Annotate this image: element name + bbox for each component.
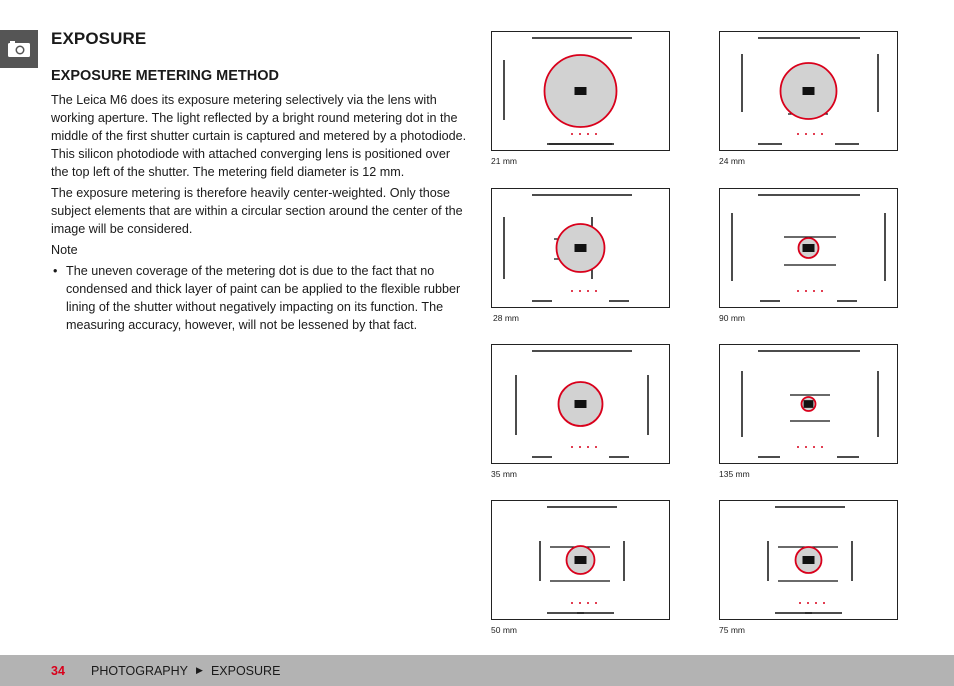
exposure-led [571, 446, 573, 448]
exposure-led [805, 133, 807, 135]
viewfinder-28mm [491, 188, 670, 308]
exposure-led [587, 602, 589, 604]
exposure-led [821, 133, 823, 135]
metering-rect [575, 244, 587, 252]
breadcrumb-item: PHOTOGRAPHY [91, 663, 189, 678]
exposure-led [813, 290, 815, 292]
exposure-led [823, 602, 825, 604]
exposure-led [797, 446, 799, 448]
viewfinder-label: 135 mm [719, 469, 750, 479]
metering-rect [575, 87, 587, 95]
exposure-led [797, 133, 799, 135]
exposure-led [571, 290, 573, 292]
section-subtitle: EXPOSURE METERING METHOD [51, 68, 279, 84]
exposure-led [579, 290, 581, 292]
note-item: • The uneven coverage of the metering dot is due to the fact that no condensed and thick layer of paint can be applied to the flexible rubber lining of the shutter without negatively impacting on its function. The measuring accuracy, however, will not be lessened by that fact. [51, 262, 471, 334]
viewfinder-label: 50 mm [491, 625, 517, 635]
exposure-led [579, 446, 581, 448]
exposure-led [587, 290, 589, 292]
breadcrumb-item: EXPOSURE [210, 663, 281, 678]
metering-rect [803, 87, 815, 95]
exposure-led [805, 290, 807, 292]
exposure-led [587, 133, 589, 135]
viewfinder-label: 75 mm [719, 625, 745, 635]
viewfinder-label: 24 mm [719, 156, 745, 166]
metering-rect [575, 556, 587, 564]
exposure-led [587, 446, 589, 448]
viewfinder-label: 21 mm [491, 156, 517, 166]
exposure-led [579, 133, 581, 135]
metering-rect [803, 244, 815, 252]
exposure-led [813, 446, 815, 448]
exposure-led [595, 602, 597, 604]
camera-icon [7, 40, 31, 58]
viewfinder-21mm [491, 31, 670, 151]
viewfinder-75mm [719, 500, 898, 620]
breadcrumb-separator-icon: ▶ [196, 665, 203, 675]
exposure-led [571, 602, 573, 604]
viewfinder-135mm [719, 344, 898, 464]
exposure-led [797, 290, 799, 292]
exposure-led [595, 133, 597, 135]
viewfinder-90mm [719, 188, 898, 308]
metering-rect [803, 556, 815, 564]
exposure-led [595, 446, 597, 448]
viewfinder-24mm [719, 31, 898, 151]
exposure-led [799, 602, 801, 604]
paragraph: The Leica M6 does its exposure metering selectively via the lens with working aperture. The light reflected by a bright round metering dot in the middle of the first shutter curtain is captured and metered by a photodiode. This silicon photodiode with attached converging lens is positioned over the top left of the shutter. The metering field diameter is 12 mm. [51, 93, 467, 179]
exposure-led [579, 602, 581, 604]
section-tab [0, 30, 38, 68]
metering-rect [575, 400, 587, 408]
viewfinder-35mm [491, 344, 670, 464]
viewfinder-label: 35 mm [491, 469, 517, 479]
metering-rect [804, 400, 814, 408]
exposure-led [821, 290, 823, 292]
page-title: EXPOSURE [51, 29, 147, 48]
viewfinder-50mm [491, 500, 670, 620]
exposure-led [805, 446, 807, 448]
exposure-led [821, 446, 823, 448]
exposure-led [807, 602, 809, 604]
viewfinder-label: 90 mm [719, 313, 745, 323]
exposure-led [813, 133, 815, 135]
exposure-led [815, 602, 817, 604]
page-number: 34 [51, 663, 65, 678]
exposure-led [571, 133, 573, 135]
body-text [51, 91, 471, 334]
viewfinder-label: 28 mm [493, 313, 519, 323]
note-title: Note [51, 243, 78, 257]
exposure-led [595, 290, 597, 292]
page-footer [0, 655, 954, 686]
paragraph: The exposure metering is therefore heavily center-weighted. Only those subject elements that are within a circular section around the center of the image will be considered. [51, 186, 463, 236]
note-list [51, 262, 471, 334]
